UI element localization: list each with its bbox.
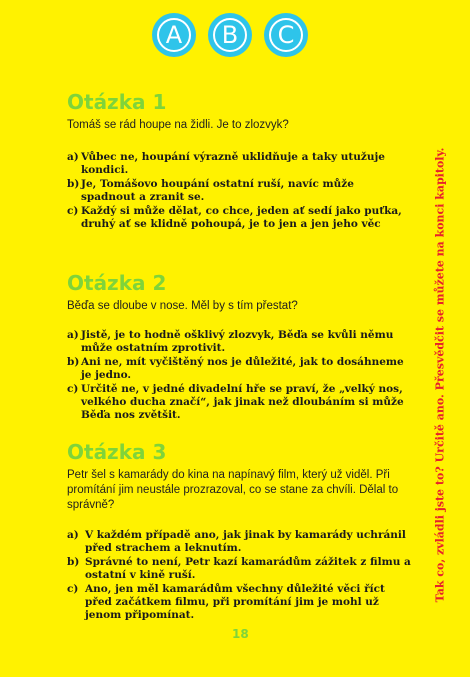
answer-text: Jistě, je to hodně ošklivý zlozvyk, Běďa se kvůli němu může ostatním zprotivit. — [81, 329, 394, 354]
answer-letter: b) — [67, 178, 80, 190]
answer-letter: b) — [67, 556, 80, 568]
answer-letter: a) — [67, 151, 79, 163]
side-note-text: Tak co, zvládli jste to? Určitě ano. Přesvědčit se můžete na konci kapitoly. — [433, 147, 447, 603]
question-1-answers — [67, 151, 412, 232]
question-1-title: Otázka 1 — [67, 90, 167, 114]
answer-text: Je, Tomášovo houpání ostatní ruší, navíc může spadnout a zranit se. — [81, 178, 354, 203]
answer-letter: c) — [67, 383, 79, 395]
badge-c-letter: C — [269, 18, 303, 52]
badge-b-letter: B — [213, 18, 247, 52]
question-2-answers — [67, 329, 412, 423]
badge-a-letter: A — [157, 18, 191, 52]
answer-item — [67, 205, 412, 231]
answer-item — [67, 583, 412, 622]
question-1-text: Tomáš se rád houpe na židli. Je to zlozvyk? — [67, 119, 289, 131]
question-3-title: Otázka 3 — [67, 440, 167, 464]
answer-text: Ano, jen měl kamarádům všechny důležité věci říct před začátkem filmu, při promítání jim je mohl už jenom připomínat. — [85, 583, 385, 621]
answer-letter: a) — [67, 329, 79, 341]
answer-item — [67, 556, 412, 582]
answer-text: Ani ne, mít vyčištěný nos je důležité, jak to dosáhneme je jedno. — [81, 356, 404, 381]
answer-letter: b) — [67, 356, 80, 368]
answer-item — [67, 383, 412, 422]
answer-letter: c) — [67, 583, 79, 595]
answer-text: V každém případě ano, jak jinak by kamarády uchránil před strachem a leknutím. — [85, 529, 406, 554]
page-number: 18 — [232, 627, 249, 641]
question-2-title: Otázka 2 — [67, 271, 167, 295]
side-note — [430, 135, 450, 615]
answer-text: Určitě ne, v jedné divadelní hře se praví, že „velký nos, velkého ducha značí“, jak jinak než dloubáním si může Běďa nos zvětšit. — [81, 383, 404, 421]
answer-text: Vůbec ne, houpání výrazně uklidňuje a taky utužuje kondici. — [81, 151, 385, 176]
answer-text: Každý si může dělat, co chce, jeden ať sedí jako puťka, druhý ať se klidně pohoupá, je to jen a jen jeho věc — [81, 205, 402, 230]
badge-c — [264, 13, 308, 57]
question-2 — [67, 271, 407, 314]
question-3-answers — [67, 529, 412, 623]
answer-item — [67, 151, 412, 177]
question-2-text: Běďa se dloube v nose. Měl by s tím přestat? — [67, 300, 298, 312]
answer-item — [67, 329, 412, 355]
answer-item — [67, 178, 412, 204]
answer-item — [67, 356, 412, 382]
answer-item — [67, 529, 412, 555]
answer-text: Správné to není, Petr kazí kamarádům zážitek z filmu a ostatní v kině ruší. — [85, 556, 411, 581]
question-3-text: Petr šel s kamarády do kina na napínavý film, který už viděl. Při promítání jim neustále prozrazoval, co se stane za chvíli. Dělal to správně? — [67, 469, 399, 511]
answer-letter: c) — [67, 205, 79, 217]
badge-a — [152, 13, 196, 57]
question-3 — [67, 440, 407, 513]
answer-letter: a) — [67, 529, 79, 541]
answer-badges — [152, 13, 308, 57]
badge-b — [208, 13, 252, 57]
question-1 — [67, 90, 407, 133]
